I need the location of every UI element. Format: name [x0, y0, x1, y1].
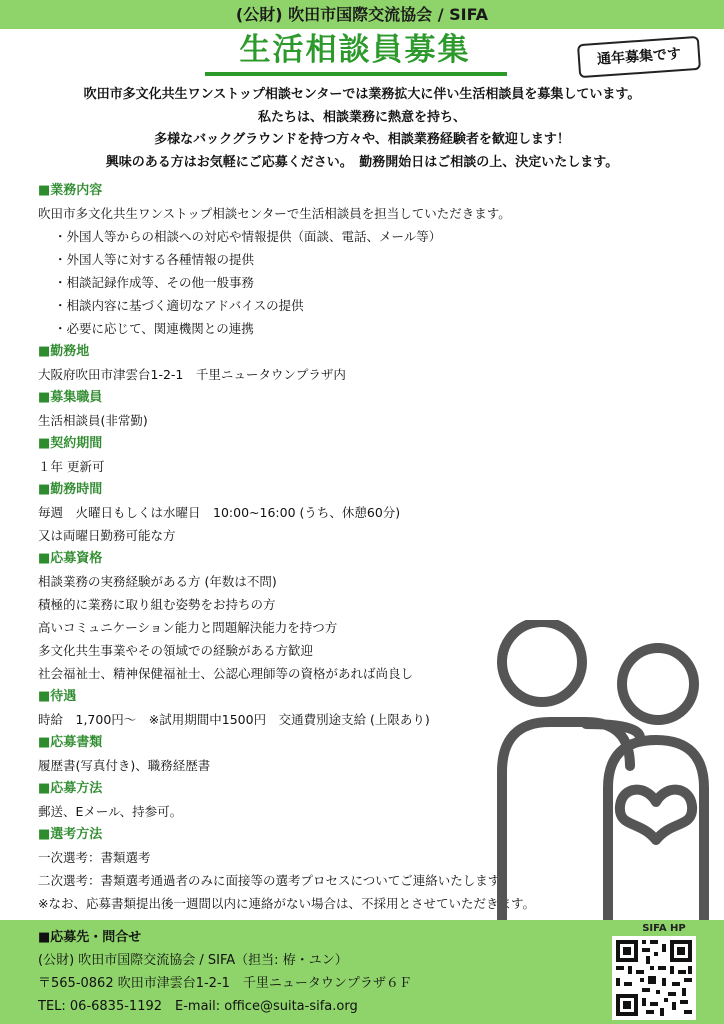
location-text: 大阪府吹田市津雲台1-2-1 千里ニュータウンプラザ内	[38, 367, 346, 382]
section-heading-duties: ■業務内容	[38, 183, 103, 198]
intro-line: 私たちは、相談業務に熱意を持ち、	[257, 109, 466, 125]
selection-item: 二次選考：書類選考通過者のみに面接等の選考プロセスについてご連絡いたします。	[38, 873, 512, 888]
qr-label: SIFA HP	[642, 923, 686, 934]
intro-line: 多様なバックグラウンドを持つ方々や、相談業務経験者を歓迎します！	[154, 132, 570, 147]
contact-organization: (公財) 吹田市国際交流協会 / SIFA（担当: 栫・ユン）	[38, 953, 348, 968]
intro-line: 興味のある方はお気軽にご応募ください。 勤務開始日はご相談の上、決定いたします。	[105, 154, 619, 170]
contact-phone-email: TEL: 06-6835-1192 E-mail: office@suita-sifa.org	[38, 999, 358, 1014]
qualification-item: 社会福祉士、精神保健福祉士、公認心理師等の資格があれば尚良し	[38, 666, 414, 681]
small-person-head-icon	[622, 648, 694, 720]
position-text: 生活相談員(非常勤)	[38, 413, 148, 428]
duty-item: ・外国人等に対する各種情報の提供	[54, 252, 255, 267]
intro-text	[20, 84, 704, 174]
selection-item: ※なお、応募書類提出後一週間以内に連絡がない場合は、不採用とさせていただきます。	[38, 896, 535, 911]
contact-address: 〒565-0862 吹田市津雲台1-2-1 千里ニュータウンプラザ６Ｆ	[38, 976, 412, 991]
year-round-badge: 通年募集です	[577, 36, 701, 78]
qualification-item: 相談業務の実務経験がある方 (年数は不問)	[38, 574, 277, 589]
page-title: 生活相談員募集	[239, 32, 471, 68]
contact-heading: ■応募先・問合せ	[38, 930, 142, 945]
intro-line: 吹田市多文化共生ワンストップ相談センターでは業務拡大に伴い生活相談員を募集しています。	[83, 87, 641, 102]
hours-text: 毎週 火曜日もしくは水曜日 10:00~16:00 (うち、休憩60分)	[38, 505, 401, 520]
contract-text: １年 更新可	[38, 459, 105, 474]
section-heading-position: ■募集職員	[38, 390, 103, 405]
organization-banner-text: (公財) 吹田市国際交流協会 / SIFA	[235, 5, 489, 24]
support-person-heart-illustration	[490, 620, 714, 920]
duty-item: ・必要に応じて、関連機関との連携	[54, 321, 254, 336]
large-person-head-icon	[502, 622, 582, 702]
qr-code-icon[interactable]	[612, 936, 696, 1020]
duties-lead: 吹田市多文化共生ワンストップ相談センターで生活相談員を担当していただきます。	[38, 206, 511, 221]
selection-item: 一次選考：書類選考	[38, 850, 151, 865]
section-heading-method: ■応募方法	[38, 781, 103, 796]
hours-text: 又は両曜日勤務可能な方	[38, 528, 176, 543]
qualification-item: 高いコミュニケーション能力と問題解決能力を持つ方	[38, 620, 338, 635]
top-banner	[0, 0, 724, 29]
section-heading-location: ■勤務地	[38, 344, 90, 359]
qualification-item: 積極的に業務に取り組む姿勢をお持ちの方	[38, 597, 276, 612]
section-heading-hours: ■勤務時間	[38, 482, 103, 497]
method-text: 郵送、Eメール、持参可。	[38, 804, 183, 819]
section-heading-compensation: ■待遇	[38, 689, 77, 704]
section-heading-documents: ■応募書類	[38, 735, 103, 750]
heart-icon	[620, 790, 692, 840]
section-heading-qualifications: ■応募資格	[38, 551, 103, 566]
qualification-item: 多文化共生事業やその領域での経験がある方歓迎	[38, 643, 314, 658]
title-underline	[205, 72, 507, 76]
section-heading-selection: ■選考方法	[38, 827, 103, 842]
duty-item: ・外国人等からの相談への対応や情報提供（面談、電話、メール等）	[54, 229, 442, 244]
documents-text: 履歴書(写真付き)、職務経歴書	[38, 758, 211, 773]
compensation-text: 時給 1,700円～ ※試用期間中1500円 交通費別途支給 (上限あり)	[38, 712, 430, 727]
duty-item: ・相談内容に基づく適切なアドバイスの提供	[54, 298, 304, 313]
small-person-body-icon	[608, 740, 704, 920]
duty-item: ・相談記録作成等、その他一般事務	[54, 275, 255, 290]
contact-info	[38, 926, 598, 1018]
section-heading-contract: ■契約期間	[38, 436, 103, 451]
